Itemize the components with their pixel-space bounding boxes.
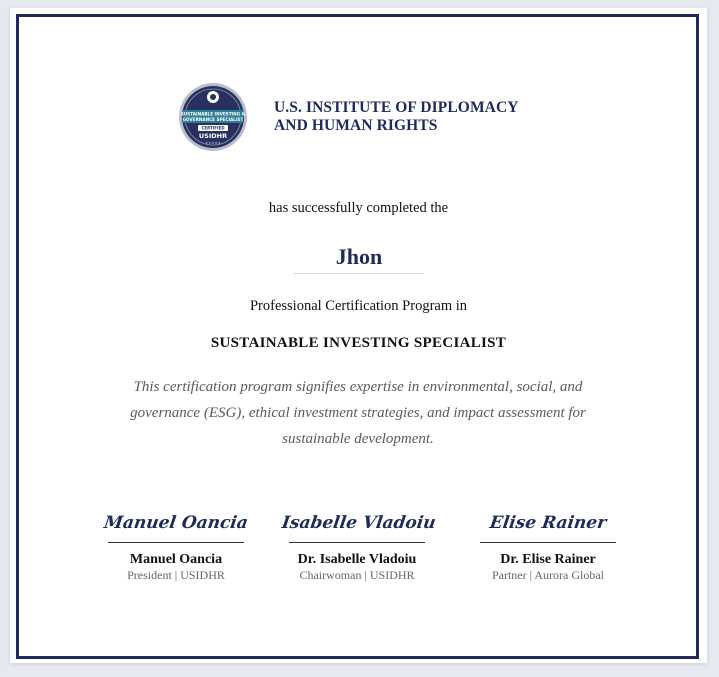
svg-text:★★★★★: ★★★★★ xyxy=(205,141,221,145)
signature-line xyxy=(480,542,616,543)
svg-text:CERTIFIED: CERTIFIED xyxy=(201,125,225,131)
signatory-name: Manuel Oancia xyxy=(129,552,223,567)
svg-text:SUSTAINABLE INVESTING &: SUSTAINABLE INVESTING & xyxy=(180,111,246,117)
signature-manuel-oancia: Manuel Oancia xyxy=(102,513,250,533)
signature-elise-rainer: Elise Rainer xyxy=(488,513,608,533)
signature-line xyxy=(289,542,425,543)
certificate-header xyxy=(178,82,519,152)
usidhr-seal-icon xyxy=(178,82,248,152)
svg-text:USIDHR: USIDHR xyxy=(198,132,228,140)
completed-text: has successfully completed the xyxy=(268,200,449,216)
institute-name-line-1: U.S. INSTITUTE OF DIPLOMACY xyxy=(274,99,519,116)
program-description: This certification program signifies expertise in environmental, social, and governance (ESG), ethical investment strategies, and impact assessment for sustainable development. xyxy=(130,379,586,447)
certificate-sheet xyxy=(10,8,707,663)
signatory-title: President | USIDHR xyxy=(127,568,225,582)
institute-name-line-2: AND HUMAN RIGHTS xyxy=(274,117,438,134)
signature-block-president xyxy=(101,508,251,583)
signature-block-chairwoman xyxy=(280,508,438,583)
svg-text:GOVERNANCE SPECIALIST: GOVERNANCE SPECIALIST xyxy=(182,117,244,122)
signature-isabelle-vladoiu: Isabelle Vladoiu xyxy=(280,513,438,533)
signatory-name: Dr. Elise Rainer xyxy=(500,552,596,567)
signatory-name: Dr. Isabelle Vladoiu xyxy=(297,552,417,567)
program-text: Professional Certification Program in xyxy=(249,298,468,314)
institute-name xyxy=(274,99,519,135)
signatory-title: Chairwoman | USIDHR xyxy=(299,568,415,582)
signatory-title: Partner | Aurora Global xyxy=(491,568,605,582)
recipient-name: Jhon xyxy=(294,244,424,274)
course-title: SUSTAINABLE INVESTING SPECIALIST xyxy=(210,335,507,351)
signature-block-partner xyxy=(473,508,623,583)
signature-line xyxy=(108,542,244,543)
